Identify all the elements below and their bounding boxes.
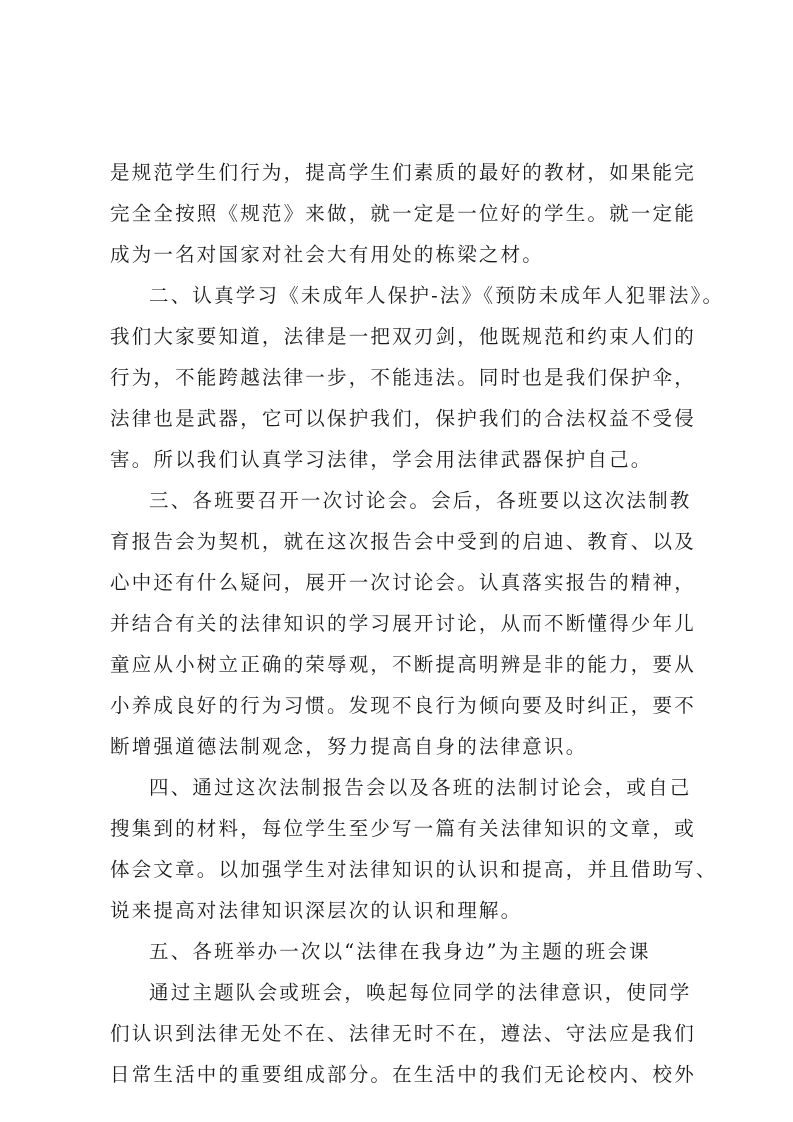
paragraph-line: 说来提高对法律知识深层次的认识和理解。: [110, 899, 523, 922]
paragraph-line: 断增强道德法制观念，努力提高自身的法律意识。: [110, 735, 588, 758]
section-heading-2: 二、认真学习《未成年人保护-法》《预防未成年人犯罪法》。: [149, 284, 725, 307]
paragraph-line: 并结合有关的法律知识的学习展开讨论，从而不断懂得少年儿: [110, 612, 696, 635]
paragraph-line: 体会文章。以加强学生对法律知识的认识和提高，并且借助写、: [110, 858, 718, 881]
paragraph-line: 心中还有什么疑问，展开一次讨论会。认真落实报告的精神，: [110, 571, 696, 594]
paragraph-line: 童应从小树立正确的荣辱观，不断提高明辨是非的能力，要从: [110, 653, 696, 676]
paragraph-line: 通过主题队会或班会，唤起每位同学的法律意识，使同学: [149, 981, 692, 1004]
paragraph-line: 搜集到的材料，每位学生至少写一篇有关法律知识的文章，或: [110, 817, 696, 840]
section-heading-3: 三、各班要召开一次讨论会。会后，各班要以这次法制教: [149, 489, 692, 512]
paragraph-line: 日常生活中的重要组成部分。在生活中的我们无论校内、校外: [110, 1063, 696, 1086]
paragraph-line: 行为，不能跨越法律一步，不能违法。同时也是我们保护伞，: [110, 366, 696, 389]
paragraph-line: 们认识到法律无处不在、法律无时不在，遵法、守法应是我们: [110, 1022, 696, 1045]
paragraph-line: 是规范学生们行为，提高学生们素质的最好的教材，如果能完: [110, 161, 696, 184]
paragraph-line: 小养成良好的行为习惯。发现不良行为倾向要及时纠正，要不: [110, 694, 696, 717]
paragraph-line: 成为一名对国家对社会大有用处的栋梁之材。: [110, 243, 545, 266]
paragraph-line: 害。所以我们认真学习法律，学会用法律武器保护自己。: [110, 448, 653, 471]
paragraph-line: 育报告会为契机，就在这次报告会中受到的启迪、教育、以及: [110, 530, 696, 553]
section-heading-5: 五、各班举办一次以“法律在我身边”为主题的班会课: [149, 940, 651, 963]
section-heading-4: 四、通过这次法制报告会以及各班的法制讨论会，或自己: [149, 776, 692, 799]
paragraph-line: 法律也是武器，它可以保护我们，保护我们的合法权益不受侵: [110, 407, 696, 430]
paragraph-line: 完全全按照《规范》来做，就一定是一位好的学生。就一定能: [110, 202, 696, 225]
paragraph-line: 我们大家要知道，法律是一把双刃剑，他既规范和约束人们的: [110, 325, 696, 348]
